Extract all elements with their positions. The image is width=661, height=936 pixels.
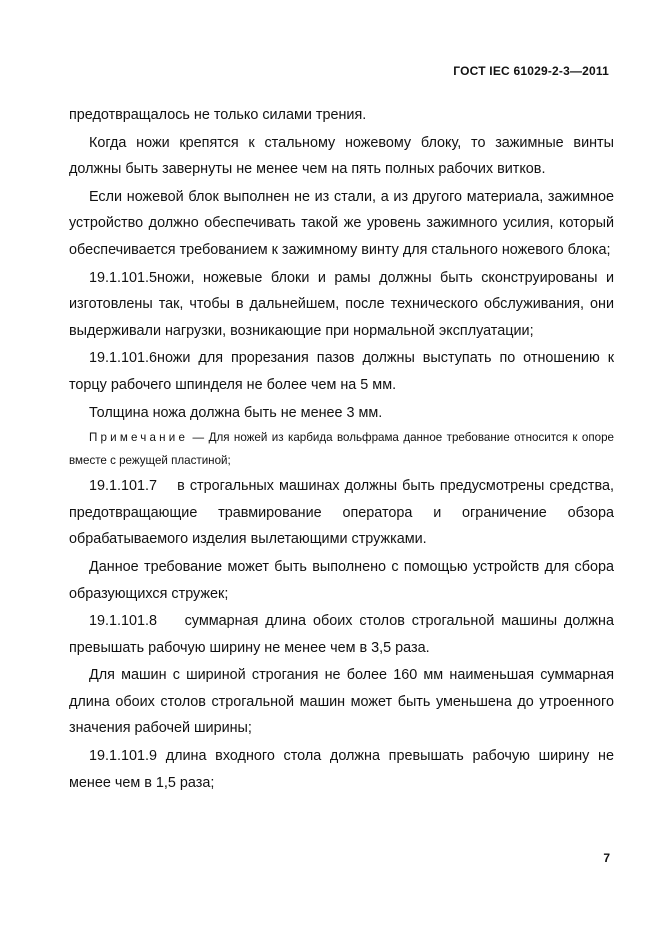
note-text: — Для ножей из карбида вольфрама данное требование относится к опоре вместе с режущей пластиной;	[69, 431, 614, 468]
note-label: Примечание	[89, 431, 189, 445]
note	[69, 426, 614, 472]
paragraph-non-steel-block: Если ножевой блок выполнен не из стали, а из другого материала, зажимное устройство должно обеспечивать такой же уровень зажимного усилия, который обеспечивается требованием к зажимному винту для стального ножевого блока;	[69, 188, 614, 258]
paragraph-19-1-101-6: 19.1.101.6ножи для прорезания пазов должны выступать по отношению к торцу рабочего шпинделя не более чем на 5 мм.	[69, 350, 614, 393]
paragraph-19-1-101-5: 19.1.101.5ножи, ножевые блоки и рамы должны быть сконструированы и изготовлены так, чтобы в дальнейшем, после технического обслуживания, они выдерживали нагрузки, возникающие при нормальной эксплуатации;	[69, 269, 614, 339]
document-body	[69, 102, 618, 796]
paragraph-19-1-101-8: 19.1.101.8 суммарная длина обоих столов строгальной машины должна превышать рабочую ширину не менее чем в 3,5 раза.	[69, 613, 618, 656]
paragraph-screws: Когда ножи крепятся к стальному ножевому блоку, то зажимные винты должны быть завернуты не менее чем на пять полных рабочих витков.	[69, 134, 614, 178]
paragraph-chip-collection: Данное требование может быть выполнено с помощью устройств для сбора образующихся стружек;	[69, 558, 614, 602]
document-header: ГОСТ IEC 61029-2-3—2011	[453, 64, 609, 78]
paragraph-knife-thickness: Толщина ножа должна быть не менее 3 мм.	[89, 404, 383, 421]
page-number: 7	[603, 851, 610, 865]
paragraph-continuation: предотвращалось не только силами трения.	[69, 107, 367, 123]
paragraph-19-1-101-7: 19.1.101.7 в строгальных машинах должны быть предусмотрены средства, предотвращающие травмирование оператора и ограничение обзора обрабатываемого изделия вылетающими стружками.	[69, 478, 618, 548]
paragraph-planing-width: Для машин с шириной строгания не более 160 мм наименьшая суммарная длина обоих столов строгальной машин может быть уменьшена до утроенного значения рабочей ширины;	[69, 667, 614, 737]
paragraph-19-1-101-9: 19.1.101.9 длина входного стола должна превышать рабочую ширину не менее чем в 1,5 раза;	[69, 748, 614, 791]
